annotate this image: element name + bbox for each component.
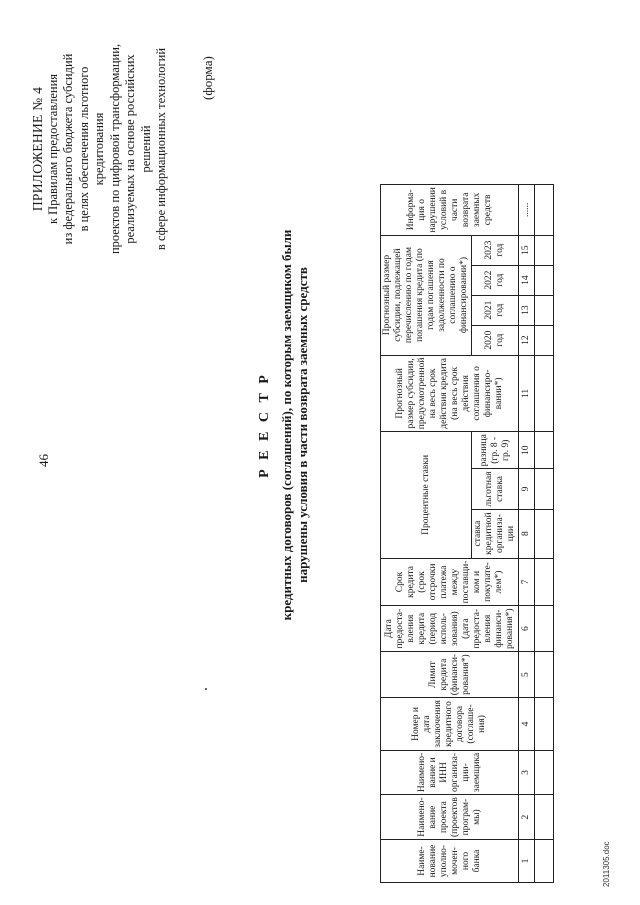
- column-number: 5: [519, 651, 535, 697]
- header-borrower: Наимено-вание и ИНН организа-ции-заемщика: [381, 750, 519, 794]
- empty-cell: [535, 325, 554, 355]
- appendix-line: реализуемых на основе российских решений: [123, 54, 153, 244]
- header-bank: Наиме-нование уполно-мочен-ного банка: [381, 840, 519, 883]
- header-year: 2023 год: [472, 235, 519, 265]
- column-number: 1: [519, 840, 535, 883]
- header-year: 2020 год: [472, 325, 519, 355]
- empty-cell: [535, 606, 554, 652]
- empty-cell: [535, 840, 554, 883]
- column-number: ......: [519, 185, 535, 235]
- column-number: 14: [519, 265, 535, 295]
- empty-cell: [535, 651, 554, 697]
- header-limit: Лимит кредита (финанси-рования*): [381, 651, 519, 697]
- empty-cell: [535, 265, 554, 295]
- header-rates: Процентные ставки: [381, 432, 472, 558]
- scan-speck: [205, 688, 207, 690]
- column-number: 7: [519, 558, 535, 606]
- empty-cell: [535, 355, 554, 432]
- column-number: 13: [519, 295, 535, 325]
- file-reference: 2011305.doc: [602, 841, 611, 887]
- header-usage-date: Дата предоста-вления кредита (период исполь-зования) (дата предоста-вления финанси-рования*): [381, 606, 519, 652]
- empty-data-row: [535, 185, 554, 883]
- header-rate-org: ставка кредитной организа-ции: [472, 509, 519, 558]
- header-project: Наимено-вание проекта (проектов програм-мы): [381, 795, 519, 840]
- header-rate-pref: льготная ставка: [472, 469, 519, 509]
- empty-cell: [535, 795, 554, 840]
- appendix-block: [30, 33, 170, 265]
- appendix-line: в сфере информационных технологий: [154, 47, 168, 251]
- appendix-line: из федерального бюджета субсидий: [61, 53, 75, 245]
- column-number: 15: [519, 235, 535, 265]
- registry-title: Р Е Е С Т Р: [257, 372, 272, 478]
- column-number: 9: [519, 469, 535, 509]
- appendix-line: к Правилам предоставления: [45, 73, 60, 225]
- column-number: 4: [519, 698, 535, 751]
- page-number: 46: [36, 454, 51, 467]
- registry-subtitle-line: нарушены условия в части возврата заемных средств: [295, 267, 310, 583]
- appendix-heading: ПРИЛОЖЕНИЕ № 4: [30, 86, 45, 212]
- empty-cell: [535, 698, 554, 751]
- header-contract: Номер и дата заключения кредитного договора (соглаше-ния): [381, 698, 519, 751]
- empty-cell: [535, 432, 554, 469]
- document-title: [257, 185, 311, 665]
- header-forecast-total: Прогнозный размер субсидии, предусмотренной на весь срок действия кредита (на весь срок действия соглашения о финансиро-вании*): [381, 355, 519, 432]
- header-year: 2022 год: [472, 265, 519, 295]
- empty-cell: [535, 235, 554, 265]
- column-number: 8: [519, 509, 535, 558]
- empty-cell: [535, 509, 554, 558]
- column-number: 10: [519, 432, 535, 469]
- column-number: 6: [519, 606, 535, 652]
- empty-cell: [535, 185, 554, 235]
- registry-table: [380, 184, 554, 883]
- form-label: (форма): [200, 56, 215, 100]
- header-rate-diff: разница (гр. 8 - гр. 9): [472, 432, 519, 469]
- empty-cell: [535, 295, 554, 325]
- registry-subtitle-line: кредитных договоров (соглашений), по которым заемщиком были: [279, 229, 294, 621]
- empty-cell: [535, 750, 554, 794]
- column-number: 11: [519, 355, 535, 432]
- empty-cell: [535, 558, 554, 606]
- empty-cell: [535, 469, 554, 509]
- column-number: 2: [519, 795, 535, 840]
- column-number: 12: [519, 325, 535, 355]
- appendix-line: в целях обеспечения льготного кредитования: [76, 66, 106, 232]
- appendix-line: проектов по цифровой трансформации,: [107, 43, 122, 255]
- header-forecast-years: Прогнозный размер субсидии, подлежащей перечислению по годам погашения кредита (по годам погашения задолженности по соглашению о финансировании*): [381, 235, 472, 355]
- header-deferral: Срок кредита (срок отсрочки платежа между поставщи-ком и покупате-лем*): [381, 558, 519, 606]
- header-year: 2021 год: [472, 295, 519, 325]
- header-info: Информа-ция о нарушении условий в части возврата заемных средств: [381, 185, 519, 235]
- column-number-row: [519, 185, 535, 883]
- column-number: 3: [519, 750, 535, 794]
